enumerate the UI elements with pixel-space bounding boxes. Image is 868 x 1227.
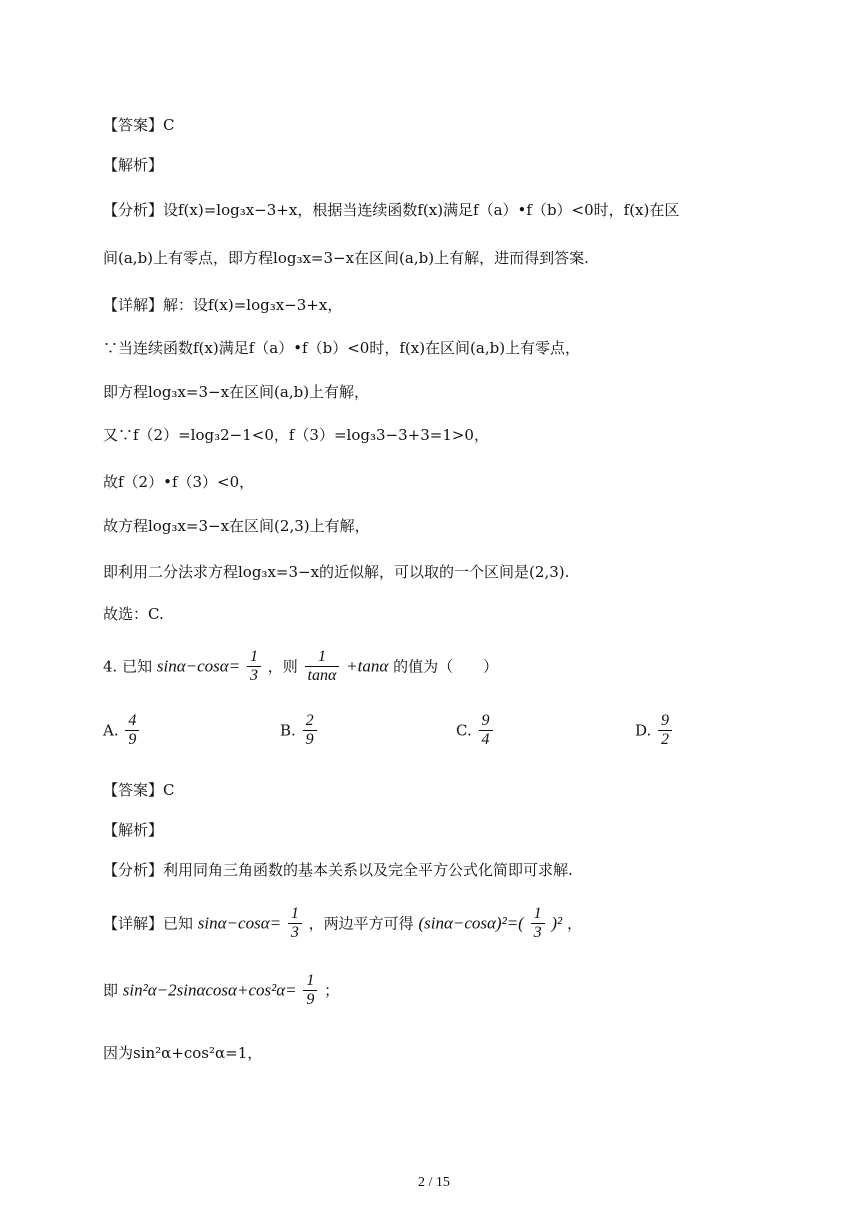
- detail-line-5: 故f（2）•f（3）<0，: [103, 473, 255, 491]
- option-c-fraction: [479, 712, 493, 749]
- option-b-fraction: [303, 712, 317, 749]
- detail-2-end: ，: [566, 914, 582, 933]
- option-d-den: 2: [658, 730, 672, 749]
- answer-line-2: 【答案】C: [103, 781, 175, 799]
- detail-2-den: 3: [288, 923, 302, 942]
- analysis-heading-2: 【解析】: [103, 821, 164, 839]
- step-yin-line: 因为sin²α+cos²α=1，: [103, 1044, 263, 1062]
- given-numerator: 1: [249, 648, 258, 665]
- option-c-den: 4: [479, 730, 493, 749]
- expr-denominator: tanα: [305, 666, 340, 685]
- detail-2-line: [103, 905, 582, 942]
- fenxi-line-2: 间(a,b)上有零点，即方程log₃x=3−x在区间(a,b)上有解，进而得到答案.: [103, 249, 589, 267]
- option-d[interactable]: [635, 712, 674, 749]
- step-ji-line: [103, 972, 339, 1009]
- detail-2-mid: ，两边平方可得: [308, 914, 414, 933]
- option-b[interactable]: [280, 712, 319, 749]
- question-prefix: 4. 已知: [103, 657, 153, 676]
- question-given: sinα−cosα=: [156, 656, 241, 676]
- fenxi-line-3: 【分析】利用同角三角函数的基本关系以及完全平方公式化简即可求解.: [103, 861, 573, 879]
- question-4: [103, 648, 498, 685]
- option-d-num: 9: [661, 712, 670, 729]
- given-fraction: [247, 648, 261, 685]
- option-c-num: 9: [481, 712, 490, 729]
- detail-line-4: 又∵f（2）=log₃2−1<0，f（3）=log₃3−3+3=1>0，: [103, 426, 489, 444]
- detail-2-prefix: 【详解】已知: [103, 914, 194, 933]
- analysis-heading-1: 【解析】: [103, 156, 164, 174]
- option-d-fraction: [658, 712, 672, 749]
- expr-tail: +tanα: [346, 656, 389, 676]
- detail-2-eq2: (sinα−cosα)²=(: [418, 913, 524, 933]
- option-a-fraction: [125, 712, 139, 749]
- option-a-den: 9: [125, 730, 139, 749]
- detail-2-num2: 1: [533, 905, 542, 922]
- detail-2-den2: 3: [531, 923, 545, 942]
- given-denominator: 3: [247, 666, 261, 685]
- page-footer: 2 / 15: [418, 1175, 450, 1190]
- detail-line-3: 即方程log₃x=3−x在区间(a,b)上有解，: [103, 383, 370, 401]
- step-ji-eq: sin²α−2sinαcosα+cos²α=: [122, 980, 297, 1000]
- detail-2-eq: sinα−cosα=: [197, 913, 282, 933]
- step-ji-prefix: 即: [103, 981, 119, 1000]
- question-comma: ，则: [267, 657, 298, 676]
- step-ji-fraction: [303, 972, 317, 1009]
- option-d-label: D.: [635, 721, 652, 740]
- option-a-label: A.: [103, 721, 119, 740]
- option-b-num: 2: [305, 712, 314, 729]
- step-ji-den: 9: [303, 990, 317, 1009]
- answer-line-1: 【答案】C: [103, 116, 175, 134]
- detail-2-fraction: [288, 905, 302, 942]
- step-ji-end: ；: [324, 981, 340, 1000]
- option-c-label: C.: [456, 721, 472, 740]
- detail-2-num: 1: [290, 905, 299, 922]
- step-ji-num: 1: [306, 972, 315, 989]
- option-b-den: 9: [303, 730, 317, 749]
- detail-line-2: ∵当连续函数f(x)满足f（a）•f（b）<0时，f(x)在区间(a,b)上有零点，: [103, 339, 581, 357]
- option-a-num: 4: [128, 712, 137, 729]
- detail-line-1: 【详解】解：设f(x)=log₃x−3+x，: [103, 296, 343, 314]
- expr-numerator: 1: [317, 648, 326, 665]
- fenxi-line-1: 【分析】设f(x)=log₃x−3+x，根据当连续函数f(x)满足f（a）•f（b）<0时，f(x)在区: [103, 201, 680, 219]
- detail-2-fraction-2: [531, 905, 545, 942]
- question-suffix: 的值为（ ）: [393, 657, 499, 676]
- option-c[interactable]: [456, 712, 495, 749]
- option-b-label: B.: [280, 721, 296, 740]
- detail-line-8: 故选：C.: [103, 605, 164, 623]
- expr-fraction: [305, 648, 340, 685]
- option-a[interactable]: [103, 712, 141, 749]
- detail-2-eq2-tail: )²: [551, 913, 563, 933]
- detail-line-6: 故方程log₃x=3−x在区间(2,3)上有解，: [103, 517, 370, 535]
- detail-line-7: 即利用二分法求方程log₃x=3−x的近似解，可以取的一个区间是(2,3).: [103, 563, 570, 581]
